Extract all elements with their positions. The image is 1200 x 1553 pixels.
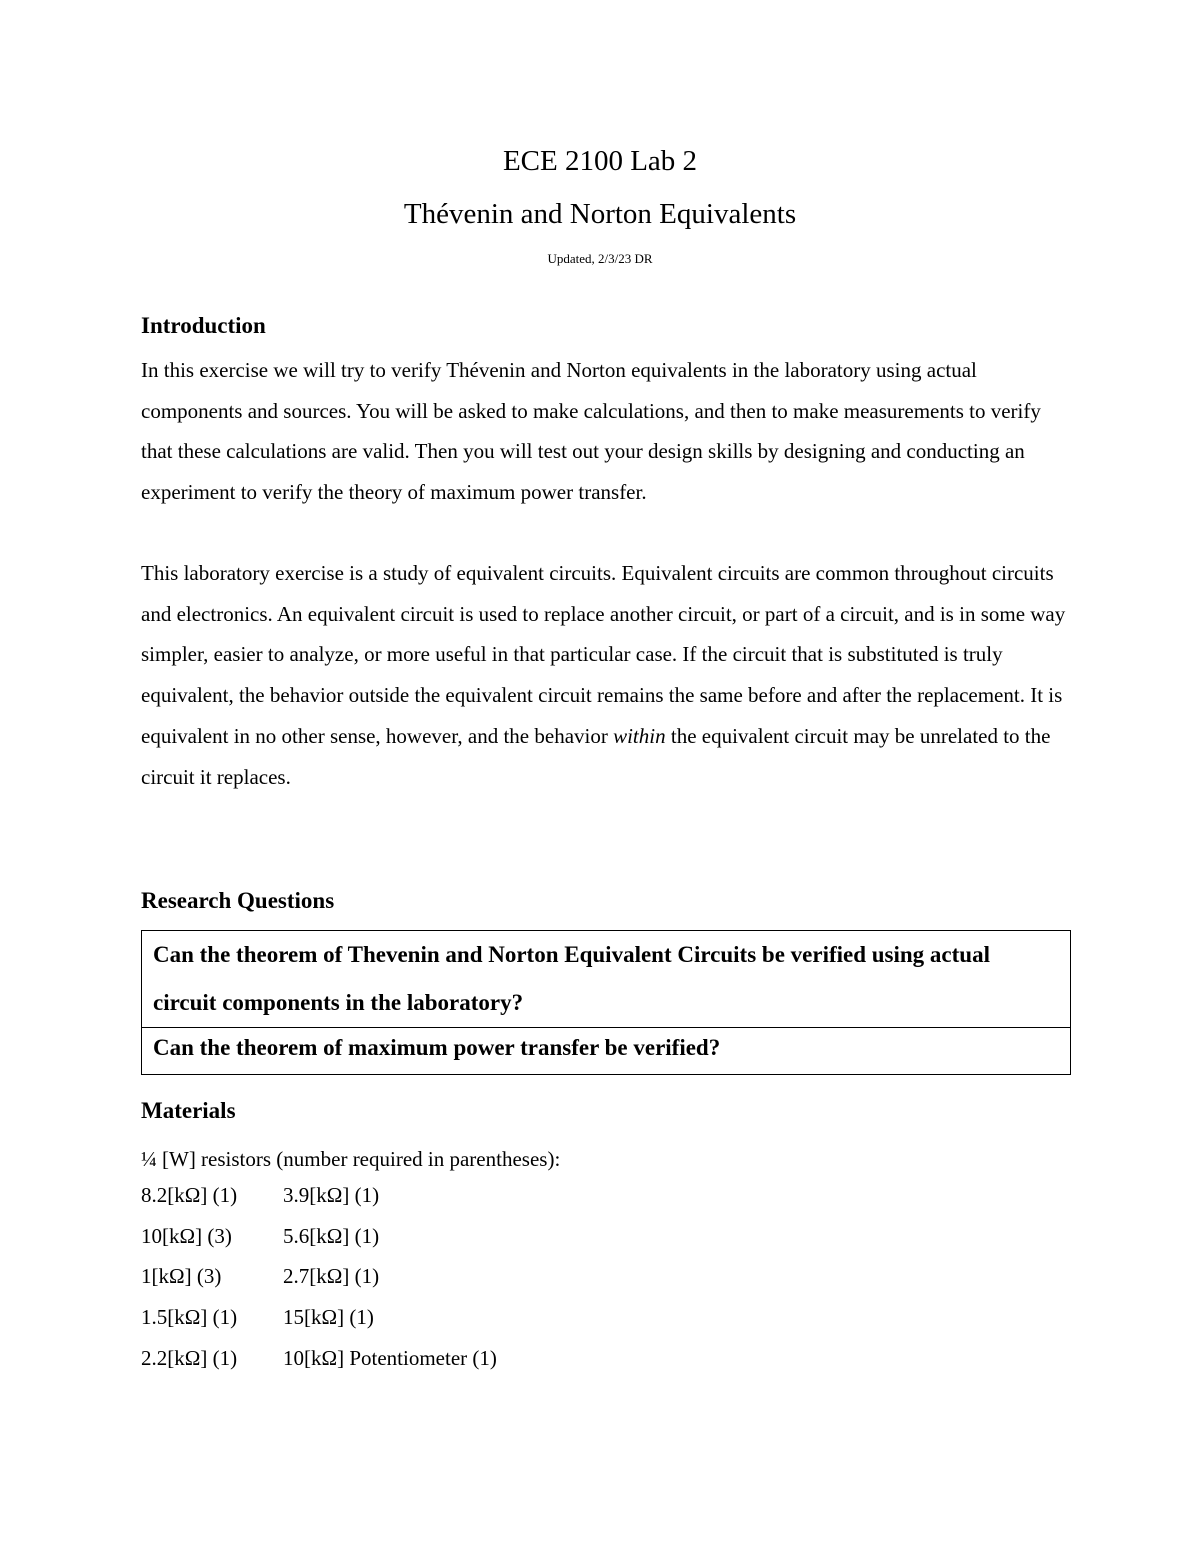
materials-heading: Materials xyxy=(141,1098,236,1123)
table-row xyxy=(142,1028,1071,1075)
research-question-2: Can the theorem of maximum power transfer be verified? xyxy=(142,1028,1071,1075)
material-item: 2.7[kΩ] (1) xyxy=(283,1264,380,1289)
lab-subtitle: Thévenin and Norton Equivalents xyxy=(403,198,797,230)
introduction-paragraph-1: In this exercise we will try to verify Thévenin and Norton equivalents in the laboratory using actual components and sources. You will be asked to make calculations, and then to make measurements to verify that these calculations are valid. Then you will test out your design skills by designing and conducting an experiment to verify the theory of maximum power transfer. xyxy=(141,358,1041,505)
list-item xyxy=(141,1297,497,1338)
research-questions-table xyxy=(141,930,1071,1075)
material-item: 5.6[kΩ] (1) xyxy=(283,1223,380,1248)
material-item: 1[kΩ] (3) xyxy=(141,1264,222,1289)
paragraph-2-text-a: This laboratory exercise is a study of equivalent circuits. Equivalent circuits are common throughout circuits and electronics. An equivalent circuit is used to replace another circuit, or part of a circuit, and is in some way simpler, easier to analyze, or more useful in that particular case. If the circuit that is substituted is truly equivalent, the behavior outside the equivalent circuit remains the same before and after the replacement. It is equivalent in no other sense, however, and the behavior xyxy=(141,561,1066,748)
material-item: 10[kΩ] (3) xyxy=(141,1223,232,1248)
list-item xyxy=(141,1256,497,1297)
material-item: 15[kΩ] (1) xyxy=(283,1305,374,1330)
material-item: 8.2[kΩ] (1) xyxy=(141,1183,238,1207)
paragraph-2-text-b: the equivalent circuit may be unrelated to the circuit it replaces. xyxy=(141,723,1051,789)
research-question-1: Can the theorem of Thevenin and Norton Equivalent Circuits be verified using actual circuit components in the laboratory? xyxy=(142,931,1071,1028)
list-item xyxy=(141,1338,497,1379)
introduction-heading: Introduction xyxy=(141,313,266,338)
material-item: 1.5[kΩ] (1) xyxy=(141,1305,238,1330)
materials-intro: ¼ [W] resistors (number required in parentheses): xyxy=(141,1147,561,1171)
updated-note: Updated, 2/3/23 DR xyxy=(547,251,653,266)
research-questions-heading: Research Questions xyxy=(141,888,335,913)
material-item: 3.9[kΩ] (1) xyxy=(283,1183,380,1207)
paragraph-2-emphasis: within xyxy=(613,723,666,748)
list-item xyxy=(141,1175,497,1216)
materials-list xyxy=(141,1175,497,1378)
material-item: 10[kΩ] Potentiometer (1) xyxy=(283,1345,497,1370)
table-row xyxy=(142,931,1071,1028)
course-title: ECE 2100 Lab 2 xyxy=(502,145,698,177)
list-item xyxy=(141,1216,497,1257)
material-item: 2.2[kΩ] (1) xyxy=(141,1345,238,1370)
introduction-paragraph-2 xyxy=(141,553,1071,797)
